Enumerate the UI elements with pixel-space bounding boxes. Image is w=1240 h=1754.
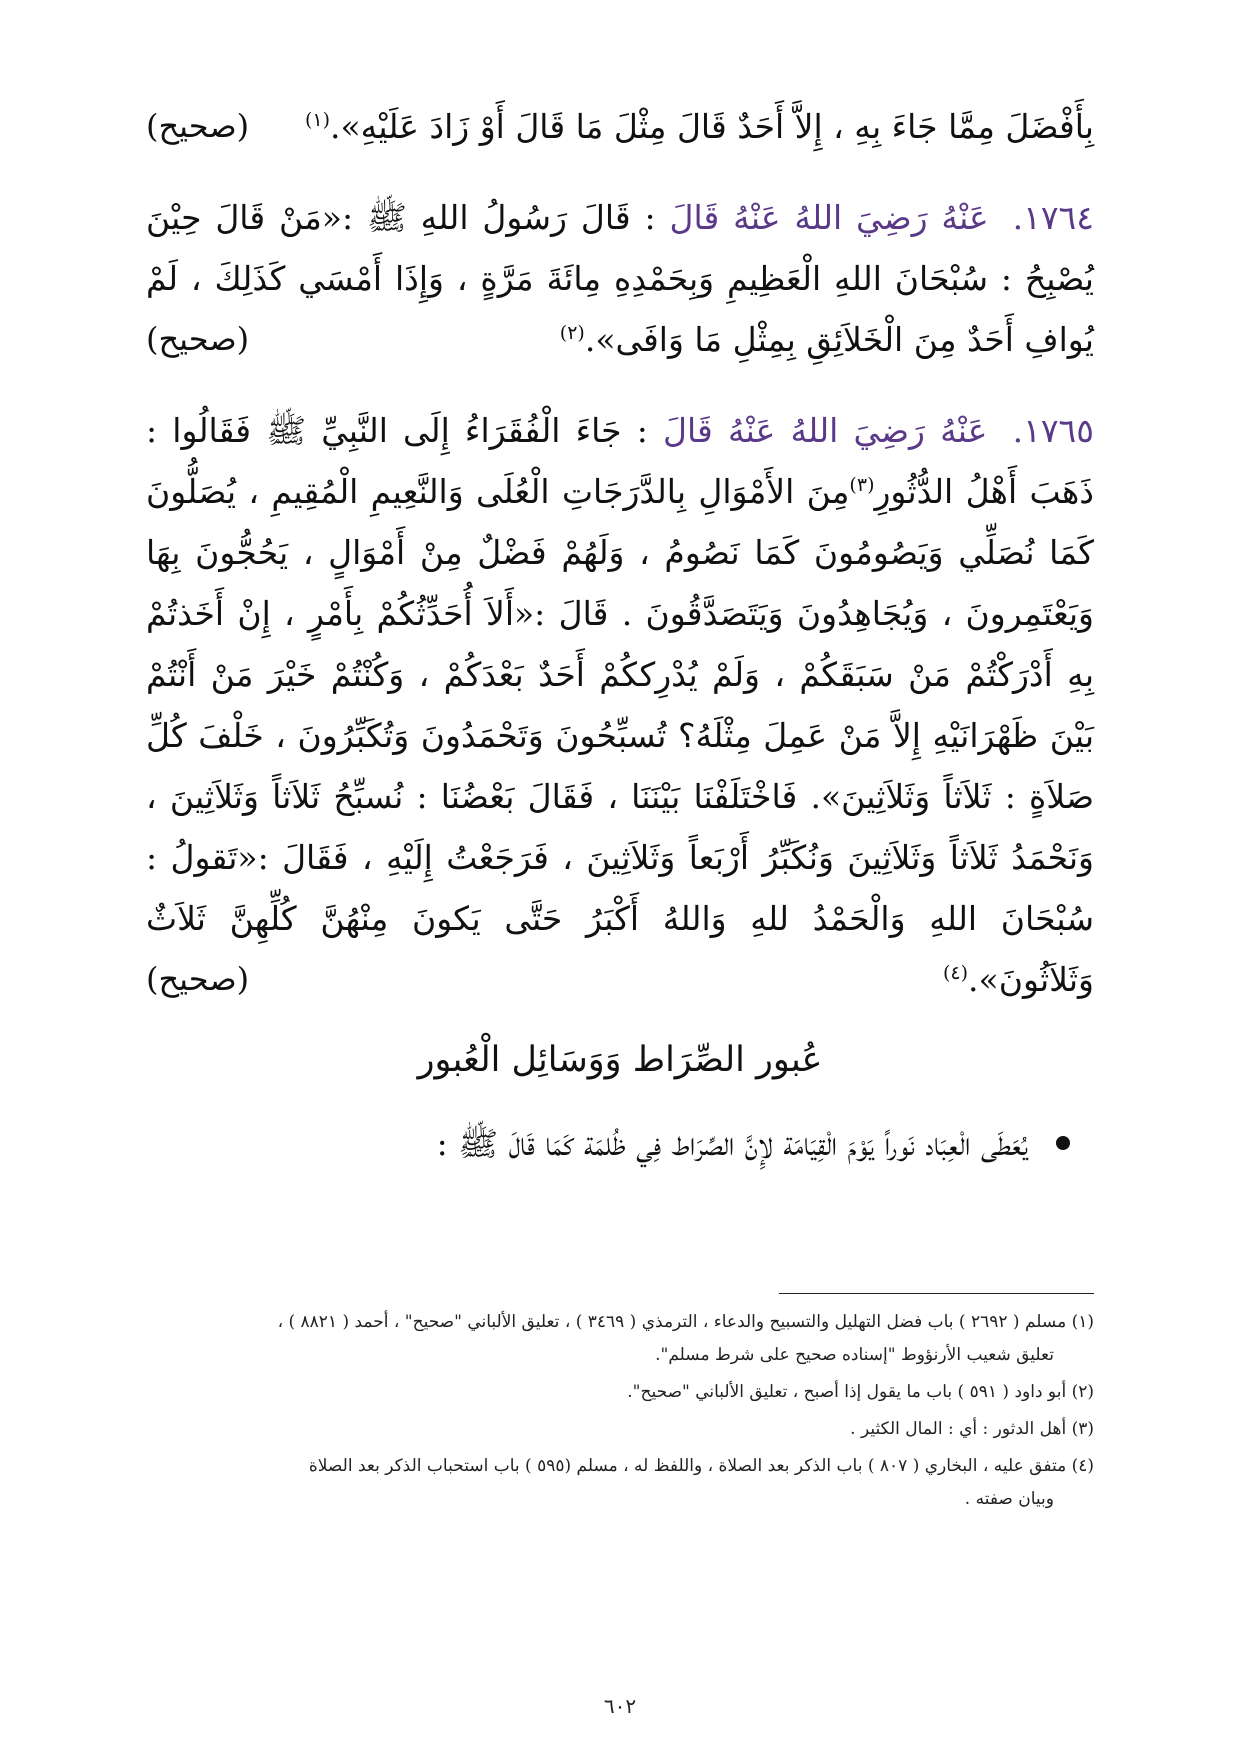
footnote-separator: [779, 1293, 1094, 1294]
grade-label: (صحيح): [146, 107, 250, 145]
footnote-text: (٢) أبو داود ( ٥٩١ ) باب ما يقول إذا أصبح ، تعليق الألباني "صحيح".: [627, 1382, 1094, 1402]
footnote-continuation: وبيان صفته .: [964, 1489, 1054, 1509]
grade-label: (صحيح): [146, 960, 250, 998]
bullet-dot-icon: [1056, 1136, 1070, 1150]
page-number: ٦٠٢: [603, 1694, 637, 1718]
main-text: [146, 96, 1094, 1208]
hadith-1763-tail: [146, 96, 1094, 157]
footnote-4: [146, 1450, 1094, 1516]
footnote-text: (١) مسلم ( ٢٦٩٢ ) باب فضل التهليل والتسبيح والدعاء ، الترمذي ( ٣٤٦٩ ) ، تعليق الألباني "صحيح" ، أحمد ( ٨٨٢١ ) ،: [277, 1312, 1094, 1332]
footnote-marker[interactable]: (٢): [559, 322, 585, 344]
footnote-marker[interactable]: (١): [304, 109, 330, 131]
hadith-narrator-lead: عَنْهُ رَضِيَ اللهُ عَنْهُ قَالَ: [669, 198, 989, 237]
hadith-number: ١٧٦٥.: [1012, 411, 1095, 450]
footnote-marker[interactable]: (٣): [849, 474, 875, 496]
footnote-continuation: تعليق شعيب الأرنؤوط "إسناده صحيح على شرط مسلم".: [655, 1345, 1054, 1365]
hadith-text: : قَالَ رَسُولُ اللهِ ﷺ :«مَنْ قَالَ حِيْنَ يُصْبِحُ : سُبْحَانَ اللهِ الْعَظِيمِ وَبِحَمْدِهِ مِائَةَ مَرَّةٍ ، وَإِذَا أَمْسَي كَذَلِكَ ، لَمْ يُوافِ أَحَدٌ مِنَ الْخَلاَئِقِ بِمِثْلِ مَا وَافَى».: [146, 198, 1094, 359]
footnote-text: (٤) متفق عليه ، البخاري ( ٨٠٧ ) باب الذكر بعد الصلاة ، واللفظ له ، مسلم (٥٩٥ ) باب استحباب الذكر بعد الصلاة: [308, 1456, 1094, 1476]
footnotes: [146, 1306, 1094, 1520]
grade-label: (صحيح): [146, 320, 250, 358]
hadith-text-part-a: : جَاءَ الْفُقَرَاءُ إِلَى النَّبِيِّ ﷺ فَقَالُوا : ذَهَبَ أَهْلُ الدُّثُورِ: [146, 411, 1094, 511]
bullet-item: [146, 1114, 1094, 1174]
footnote-marker[interactable]: (٤): [942, 962, 969, 984]
footnote-text: (٣) أهل الدثور : أي : المال الكثير .: [850, 1419, 1094, 1439]
hadith-1765: [146, 400, 1094, 1010]
hadith-1764: [146, 187, 1094, 370]
bullet-text: يُعَطَى الْعِبَاد نَوراً يَوْمَ الْقِيَامَة لإِنَّ الصِّرَاط فِي ظُلمَة كَمَا قَالَ ﷺ :: [436, 1124, 1028, 1163]
footnote-2: [146, 1376, 1094, 1409]
hadith-text: بِأَفْضَلَ مِمَّا جَاءَ بِهِ ، إِلاَّ أَحَدٌ قَالَ مِثْلَ مَا قَالَ أَوْ زَادَ عَلَيْهِ».: [330, 107, 1094, 146]
footnote-1: [146, 1306, 1094, 1372]
hadith-text-part-b: مِنَ الأَمْوَالِ بِالدَّرَجَاتِ الْعُلَى وَالنَّعِيمِ الْمُقِيمِ ، يُصَلُّونَ كَمَا نُصَلِّي وَيَصُومُونَ كَمَا نَصُومُ ، وَلَهُمْ فَضْلٌ مِنْ أَمْوَالٍ ، يَحُجُّونَ بِهَا وَيَعْتَمِرونَ ، وَيُجَاهِدُونَ وَيَتَصَدَّقُونَ . قَالَ :«أَلاَ أُحَدِّثُكُمْ بِأَمْرٍ ، إِنْ أَخَذتُمْ بِهِ أَدْرَكْتُمْ مَنْ سَبَقَكُمْ ، وَلَمْ يُدْرِككُمْ أَحَدٌ بَعْدَكُمْ ، وَكُنْتُمْ خَيْرَ مَنْ أَنْتُمْ بَيْنَ ظَهْرَانَيْهِ إِلاَّ مَنْ عَمِلَ مِثْلَهُ؟ تُسبِّحُونَ وَتَحْمَدُونَ وَتُكَبِّرُونَ ، خَلْفَ كُلِّ صَلاَةٍ : ثَلاَثاً وَثَلاَثِينَ». فَاخْتَلَفْنَا بَيْنَنَا ، فَقَالَ بَعْضُنَا : نُسبِّحُ ثَلاَثاً وَثَلاَثِينَ ، وَنَحْمَدُ ثَلاَثاً وَثَلاَثِينَ وَنُكَبِّرُ أَرْبَعاً وَثَلاَثِينَ ، فَرَجَعْتُ إِلَيْهِ ، فَقَالَ :«تَقولُ : سُبْحَانَ اللهِ وَالْحَمْدُ للهِ وَاللهُ أَكْبَرُ حَتَّى يَكونَ مِنْهُنَّ كُلِّهِنَّ ثَلاَثٌ وَثَلاَثُونَ».: [146, 472, 1095, 999]
footnote-3: [146, 1413, 1094, 1446]
hadith-number: ١٧٦٤.: [1012, 198, 1094, 237]
hadith-narrator-lead: عَنْهُ رَضِيَ اللهُ عَنْهُ قَالَ: [663, 411, 988, 450]
section-heading: عُبور الصِّرَاط وَوَسَائِل الْعُبور: [417, 1040, 823, 1080]
